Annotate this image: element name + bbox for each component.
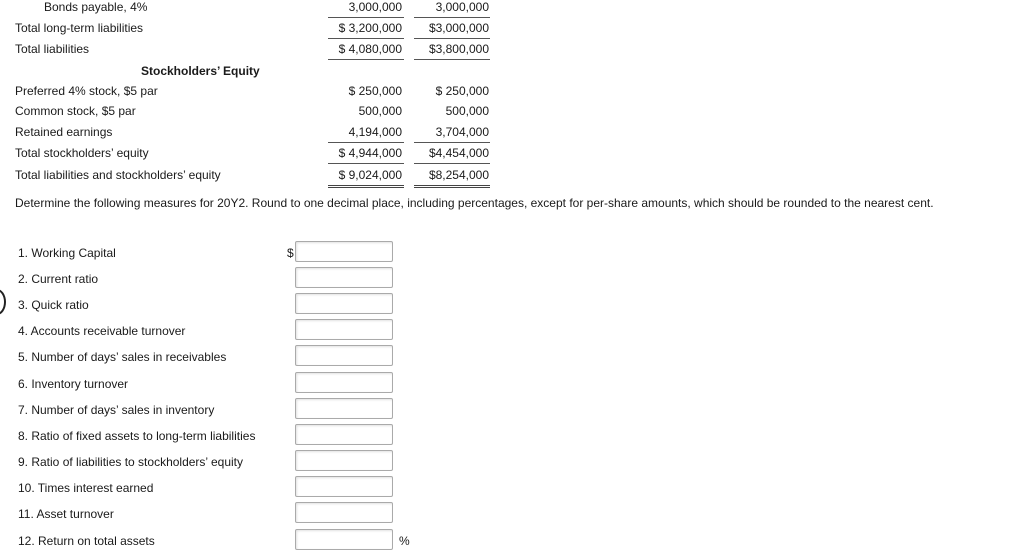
row-value-20y1: $3,800,000 — [428, 42, 489, 56]
question-label: 3. Quick ratio — [18, 298, 89, 312]
underline — [414, 59, 490, 60]
row-label: Common stock, $5 par — [15, 104, 136, 118]
row-value-20y1: $3,000,000 — [428, 21, 489, 35]
question-label: 5. Number of days’ sales in receivables — [18, 350, 227, 364]
table-row — [0, 143, 1024, 163]
partial-circle-marker — [0, 289, 6, 315]
row-value-20y2: 500,000 — [358, 104, 402, 118]
row-label: Total liabilities — [15, 42, 90, 56]
table-row — [0, 122, 1024, 142]
question-label: 10. Times interest earned — [18, 481, 154, 495]
row-value-20y2: $ 4,944,000 — [338, 146, 402, 160]
table-row — [0, 18, 1024, 38]
answer-input-return-total-assets[interactable] — [295, 529, 393, 550]
row-value-20y1: 500,000 — [445, 104, 489, 118]
dollar-prefix: $ — [287, 246, 294, 260]
question-label: 12. Return on total assets — [18, 534, 155, 548]
row-value-20y2: 4,194,000 — [348, 125, 402, 139]
table-row — [0, 81, 1024, 101]
question-label: 4. Accounts receivable turnover — [18, 324, 186, 338]
row-value-20y1: 3,704,000 — [435, 125, 489, 139]
row-value-20y1: 3,000,000 — [435, 0, 489, 14]
question-label: 1. Working Capital — [18, 246, 116, 260]
table-row — [0, 101, 1024, 121]
underline — [414, 163, 490, 164]
table-row — [0, 0, 1024, 17]
underline — [328, 59, 404, 60]
answer-input-fixed-assets-ratio[interactable] — [295, 424, 393, 445]
row-label: Total stockholders’ equity — [15, 146, 149, 160]
row-value-20y2: 3,000,000 — [348, 0, 402, 14]
answer-input-current-ratio[interactable] — [295, 267, 393, 288]
answer-input-days-sales-inventory[interactable] — [295, 398, 393, 419]
answer-input-asset-turnover[interactable] — [295, 502, 393, 523]
row-label: Preferred 4% stock, $5 par — [15, 84, 158, 98]
double-underline — [414, 185, 490, 188]
section-title: Stockholders’ Equity — [141, 64, 260, 78]
table-row — [0, 165, 1024, 185]
row-value-20y1: $4,454,000 — [428, 146, 489, 160]
question-label: 2. Current ratio — [18, 272, 99, 286]
row-value-20y1: $8,254,000 — [428, 168, 489, 182]
row-value-20y2: $ 9,024,000 — [338, 168, 402, 182]
question-label: 11. Asset turnover — [18, 507, 114, 521]
row-value-20y2: $ 4,080,000 — [338, 42, 402, 56]
question-label: 9. Ratio of liabilities to stockholders’ equity — [18, 455, 243, 469]
row-value-20y2: $ 3,200,000 — [338, 21, 402, 35]
underline — [328, 163, 404, 164]
question-label: 8. Ratio of fixed assets to long-term liabilities — [18, 429, 256, 443]
percent-suffix: % — [399, 534, 410, 548]
row-value-20y2: $ 250,000 — [348, 84, 402, 98]
instructions-text: Determine the following measures for 20Y2. Round to one decimal place, including percentages, except for per-share amounts, which should be rounded to the nearest cent. — [15, 196, 934, 210]
answer-input-quick-ratio[interactable] — [295, 293, 393, 314]
question-label: 6. Inventory turnover — [18, 377, 129, 391]
row-label: Retained earnings — [15, 125, 113, 139]
row-label: Total long-term liabilities — [15, 21, 144, 35]
answer-input-working-capital[interactable] — [295, 241, 393, 262]
answer-input-liabilities-equity-ratio[interactable] — [295, 450, 393, 471]
double-underline — [328, 185, 404, 188]
row-label: Total liabilities and stockholders’ equity — [15, 168, 221, 182]
row-value-20y1: $ 250,000 — [435, 84, 489, 98]
answer-input-inventory-turnover[interactable] — [295, 372, 393, 393]
question-label: 7. Number of days’ sales in inventory — [18, 403, 215, 417]
table-row — [0, 39, 1024, 59]
row-label: Bonds payable, 4% — [44, 0, 148, 14]
answer-input-ar-turnover[interactable] — [295, 319, 393, 340]
answer-input-days-sales-receivables[interactable] — [295, 345, 393, 366]
answer-input-times-interest-earned[interactable] — [295, 476, 393, 497]
